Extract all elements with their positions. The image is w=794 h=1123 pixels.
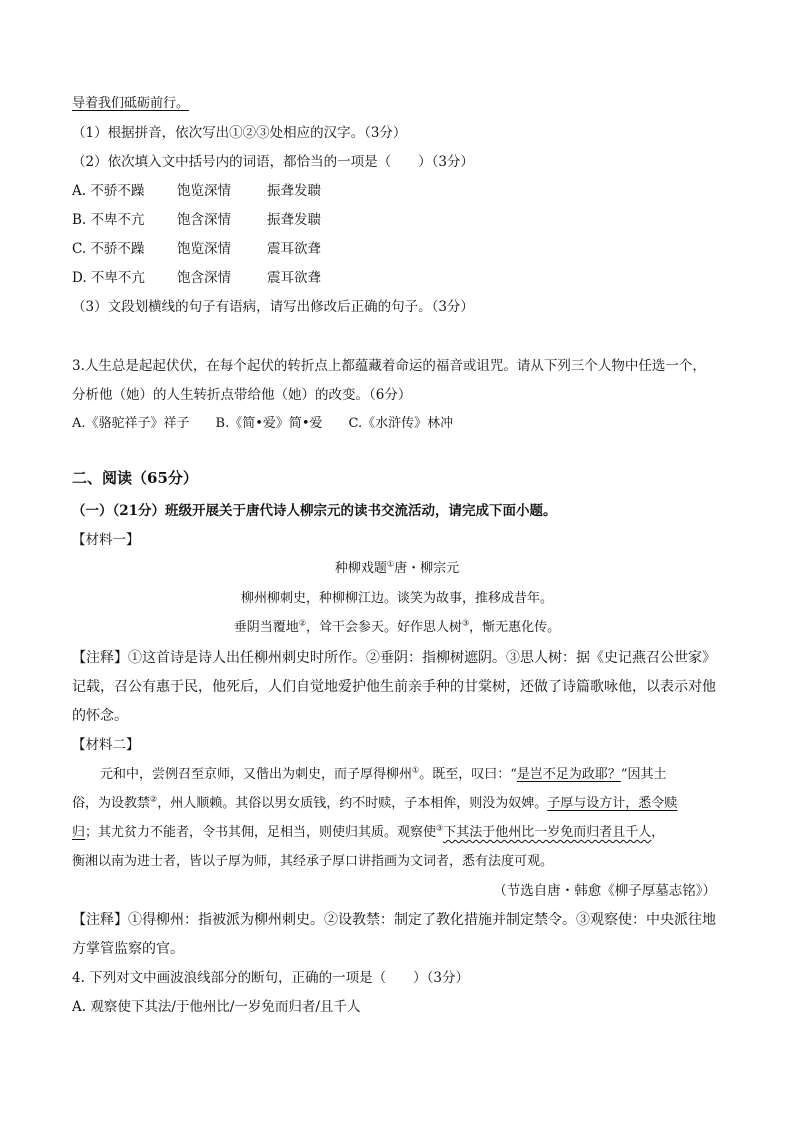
q3-line2: 分析他（她）的人生转折点带给他（她）的改变。（6分） (72, 387, 412, 403)
passage-line-4: 衡湘以南为进士者，皆以子厚为师，其经承子厚口讲指画为文词者，悉有法度可观。 (72, 854, 554, 869)
note-1-line-1: 【注释】①这首诗是诗人出任柳州刺史时所作。②垂阴：指柳树遮阴。③思人树：据《史记燕召公世家》 (72, 650, 716, 666)
poem-text: ，惭无惠化传。 (469, 620, 561, 635)
option-word-2: 饱览深情 (177, 241, 231, 257)
passage-text: 俗，为设教禁 (72, 796, 151, 811)
q2-option-c (72, 239, 321, 259)
material-2-label: 【材料二】 (72, 737, 140, 753)
poem-line-2 (0, 618, 794, 638)
q2-option-a (72, 181, 321, 201)
option-word-3: 震耳欲聋 (267, 270, 321, 286)
intro-line (72, 94, 189, 114)
q2-sub3: （3）文段划横线的句子有语病，请写出修改后正确的句子。（3分） (72, 299, 474, 315)
passage-text: ， (651, 825, 665, 840)
passage-line-2 (72, 794, 677, 814)
q3-choices: A.《骆驼祥子》祥子 B.《简•爱》简•爱 C.《水浒传》林冲 (72, 416, 454, 431)
footnote-marker: ② (298, 618, 306, 628)
wavy-underlined-text: 下其法于他州比一岁免而归者且千人 (443, 825, 652, 840)
poem-line-1: 柳州柳刺史，种柳柳江边。谈笑为故事，推移成昔年。 (240, 591, 553, 606)
q2-sub2: （2）依次填入文中括号内的词语，都恰当的一项是（ ）（3分） (72, 154, 474, 170)
q2-option-d (72, 268, 321, 288)
material-1-label: 【材料一】 (72, 532, 140, 548)
option-word-3: 振聋发聩 (267, 183, 321, 199)
passage-source: （节选自唐・韩愈《柳子厚墓志铭》） (493, 883, 716, 899)
passage-line-3 (72, 823, 664, 843)
poem-text: 垂阴当覆地 (233, 620, 299, 635)
option-word-1: D. 不卑不亢 (72, 270, 145, 286)
question-4-option-a: A. 观察使下其法/于他州比/一岁免而归者/且千人 (72, 999, 361, 1015)
footnote-marker: ① (386, 559, 395, 569)
passage-text: ，州人顺赖。其俗以男女质钱，约不时赎，子本相侔，则没为奴婢。 (157, 796, 548, 811)
passage-line-1 (100, 765, 667, 785)
underlined-text: 子厚与设方计，悉令赎 (547, 796, 678, 811)
underlined-text: 是岂不足为政耶？ (516, 767, 621, 782)
question-4: 4. 下列对文中画波浪线部分的断句，正确的一项是（ ）（3分） (72, 970, 470, 986)
passage-text: 。既至，叹曰：“ (419, 767, 517, 782)
option-word-1: B. 不卑不亢 (72, 212, 145, 228)
footnote-marker: ③ (436, 823, 444, 833)
poem-author: 唐・柳宗元 (394, 561, 460, 576)
footnote-marker: ① (412, 765, 420, 775)
option-word-2: 饱含深情 (177, 270, 231, 286)
q3-line1: 3.人生总是起起伏伏，在每个起伏的转折点上都蕴藏着命运的福音或诅咒。请从下列三个人物中任选一个， (72, 358, 706, 374)
poem-text: ，耸干会参天。好作思人树 (305, 620, 462, 635)
underlined-text: 导着我们砥砺前行。 (72, 96, 190, 111)
passage-text: 元和中，尝例召至京师，又偕出为刺史，而子厚得柳州 (100, 767, 413, 782)
passage-text: ”因其土 (620, 767, 667, 782)
q2-sub1: （1）根据拼音，依次写出①②③处相应的汉字。（3分） (72, 125, 407, 141)
poem-title-text: 种柳戏题 (334, 561, 387, 576)
option-word-2: 饱含深情 (177, 212, 231, 228)
footnote-marker: ③ (462, 618, 470, 628)
underlined-text: 归 (72, 825, 86, 840)
note-2-line-1: 【注释】①得柳州：指被派为柳州刺史。②设教禁：制定了教化措施并制定禁令。③观察使：中央派往地 (72, 912, 716, 928)
option-word-1: C. 不骄不躁 (72, 241, 145, 257)
note-1-line-2: 记载，召公有惠于民，他死后，人们自觉地爱护他生前亲手种的甘棠树，还做了诗篇歌咏他，以表示对他 (72, 679, 716, 695)
footnote-marker: ② (150, 794, 158, 804)
option-word-2: 饱览深情 (177, 183, 231, 199)
passage-text: ；其尤贫力不能者，令书其佣，足相当，则使归其质。观察使 (85, 825, 437, 840)
option-word-3: 震耳欲聋 (267, 241, 321, 257)
option-word-1: A. 不骄不躁 (72, 183, 145, 199)
note-1-line-3: 的怀念。 (72, 708, 128, 724)
section-title: 二、阅读（65分） (72, 469, 198, 487)
group-title: （一）（21分）班级开展关于唐代诗人柳宗元的读书交流活动，请完成下面小题。 (72, 503, 557, 519)
q2-option-b (72, 210, 321, 230)
option-word-3: 振聋发聩 (267, 212, 321, 228)
note-2-line-2: 方掌管监察的官。 (72, 941, 184, 957)
poem-title (0, 559, 794, 579)
